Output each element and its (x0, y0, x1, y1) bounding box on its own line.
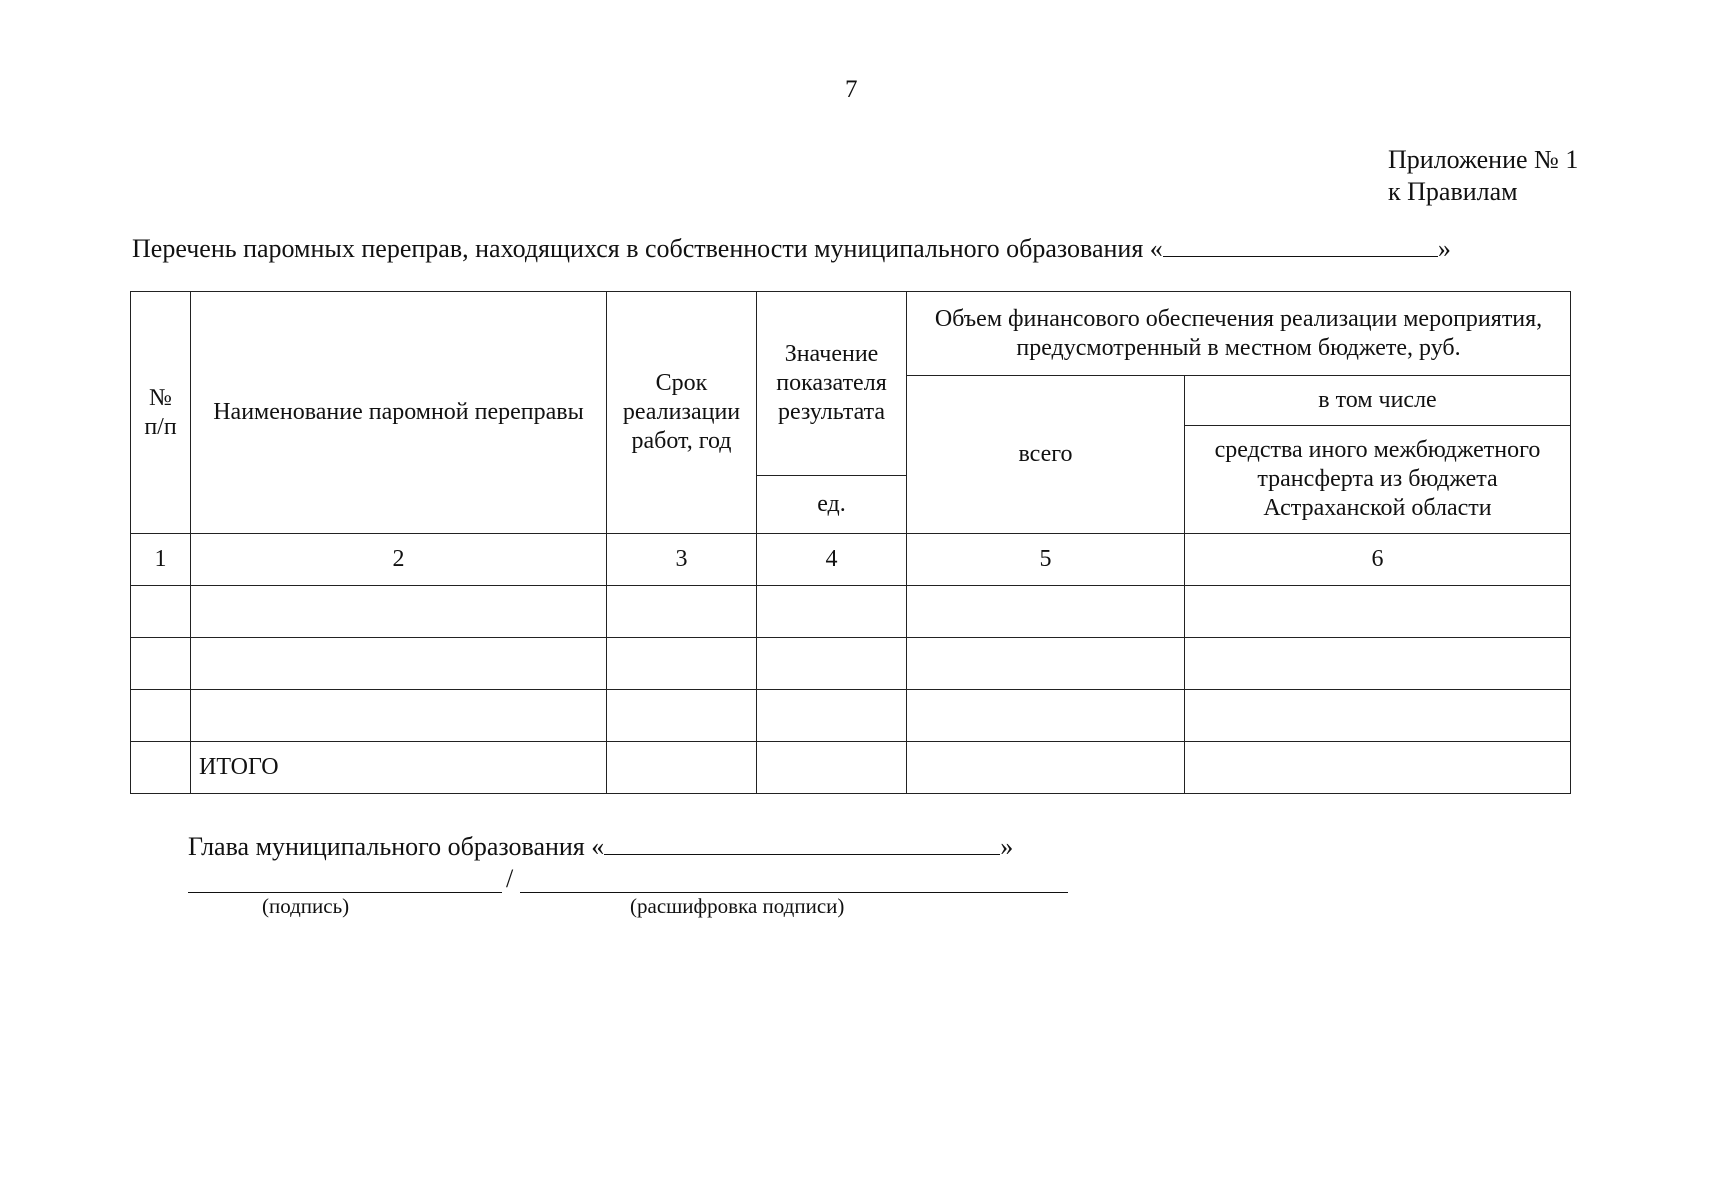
column-number-1: 1 (131, 534, 191, 586)
table-cell[interactable] (1185, 638, 1571, 690)
table-cell[interactable] (191, 690, 607, 742)
table-cell[interactable] (1185, 690, 1571, 742)
appendix-line-1: Приложение № 1 (1388, 145, 1579, 174)
table-cell[interactable] (191, 586, 607, 638)
header-financing: Объем финансового обеспечения реализации мероприятия, предусмотренный в местном бюджете, руб. (907, 292, 1571, 376)
signature-closing-quote: » (1000, 832, 1014, 861)
header-including: в том числе (1185, 376, 1571, 426)
header-term: Срок реализации работ, год (607, 292, 757, 534)
ferry-crossings-table (130, 291, 1571, 794)
signature-decoding-line[interactable] (520, 866, 1068, 893)
table-row (131, 586, 1571, 638)
column-number-6: 6 (1185, 534, 1571, 586)
table-cell[interactable] (131, 690, 191, 742)
signature-municipality-blank[interactable] (604, 828, 1000, 855)
table-cell[interactable] (607, 742, 757, 794)
appendix-reference (1388, 144, 1578, 208)
header-indicator-unit: ед. (757, 476, 907, 534)
column-number-5: 5 (907, 534, 1185, 586)
signature-line[interactable] (188, 866, 502, 893)
table-cell[interactable] (131, 638, 191, 690)
page-number: 7 (845, 76, 858, 103)
table-cell[interactable] (1185, 586, 1571, 638)
table-cell[interactable] (191, 638, 607, 690)
table-cell[interactable] (131, 742, 191, 794)
table-row (131, 638, 1571, 690)
header-number: № п/п (131, 292, 191, 534)
column-number-3: 3 (607, 534, 757, 586)
municipality-name-blank[interactable] (1163, 230, 1438, 257)
signature-caption: (подпись) (262, 894, 350, 918)
header-total: всего (907, 376, 1185, 534)
header-name: Наименование паромной переправы (191, 292, 607, 534)
document-title-closing-quote: » (1437, 234, 1451, 263)
signature-slash: / (506, 864, 514, 893)
signature-decoding-caption: (расшифровка подписи) (630, 894, 845, 918)
header-indicator: Значение показателя результата (757, 292, 907, 476)
table-cell[interactable] (131, 586, 191, 638)
table-cell[interactable] (1185, 742, 1571, 794)
table-cell[interactable] (757, 690, 907, 742)
table-cell[interactable] (907, 638, 1185, 690)
table-cell[interactable] (607, 690, 757, 742)
column-number-4: 4 (757, 534, 907, 586)
table-cell[interactable] (907, 742, 1185, 794)
table-cell[interactable] (757, 742, 907, 794)
table-cell[interactable] (907, 586, 1185, 638)
table-row (131, 690, 1571, 742)
table-cell[interactable] (907, 690, 1185, 742)
table-cell[interactable] (757, 638, 907, 690)
table-cell[interactable] (757, 586, 907, 638)
signature-block (188, 828, 1013, 862)
table-cell[interactable] (607, 638, 757, 690)
appendix-line-2: к Правилам (1388, 177, 1518, 206)
document-title (132, 230, 1451, 264)
total-row-label: ИТОГО (191, 742, 607, 794)
column-number-2: 2 (191, 534, 607, 586)
table-cell[interactable] (607, 586, 757, 638)
header-transfer: средства иного межбюджетного трансферта из бюджета Астраханской области (1185, 426, 1571, 534)
signature-label: Глава муниципального образования « (188, 832, 605, 861)
total-row (131, 742, 1571, 794)
document-title-text: Перечень паромных переправ, находящихся в собственности муниципального образования « (132, 234, 1163, 263)
